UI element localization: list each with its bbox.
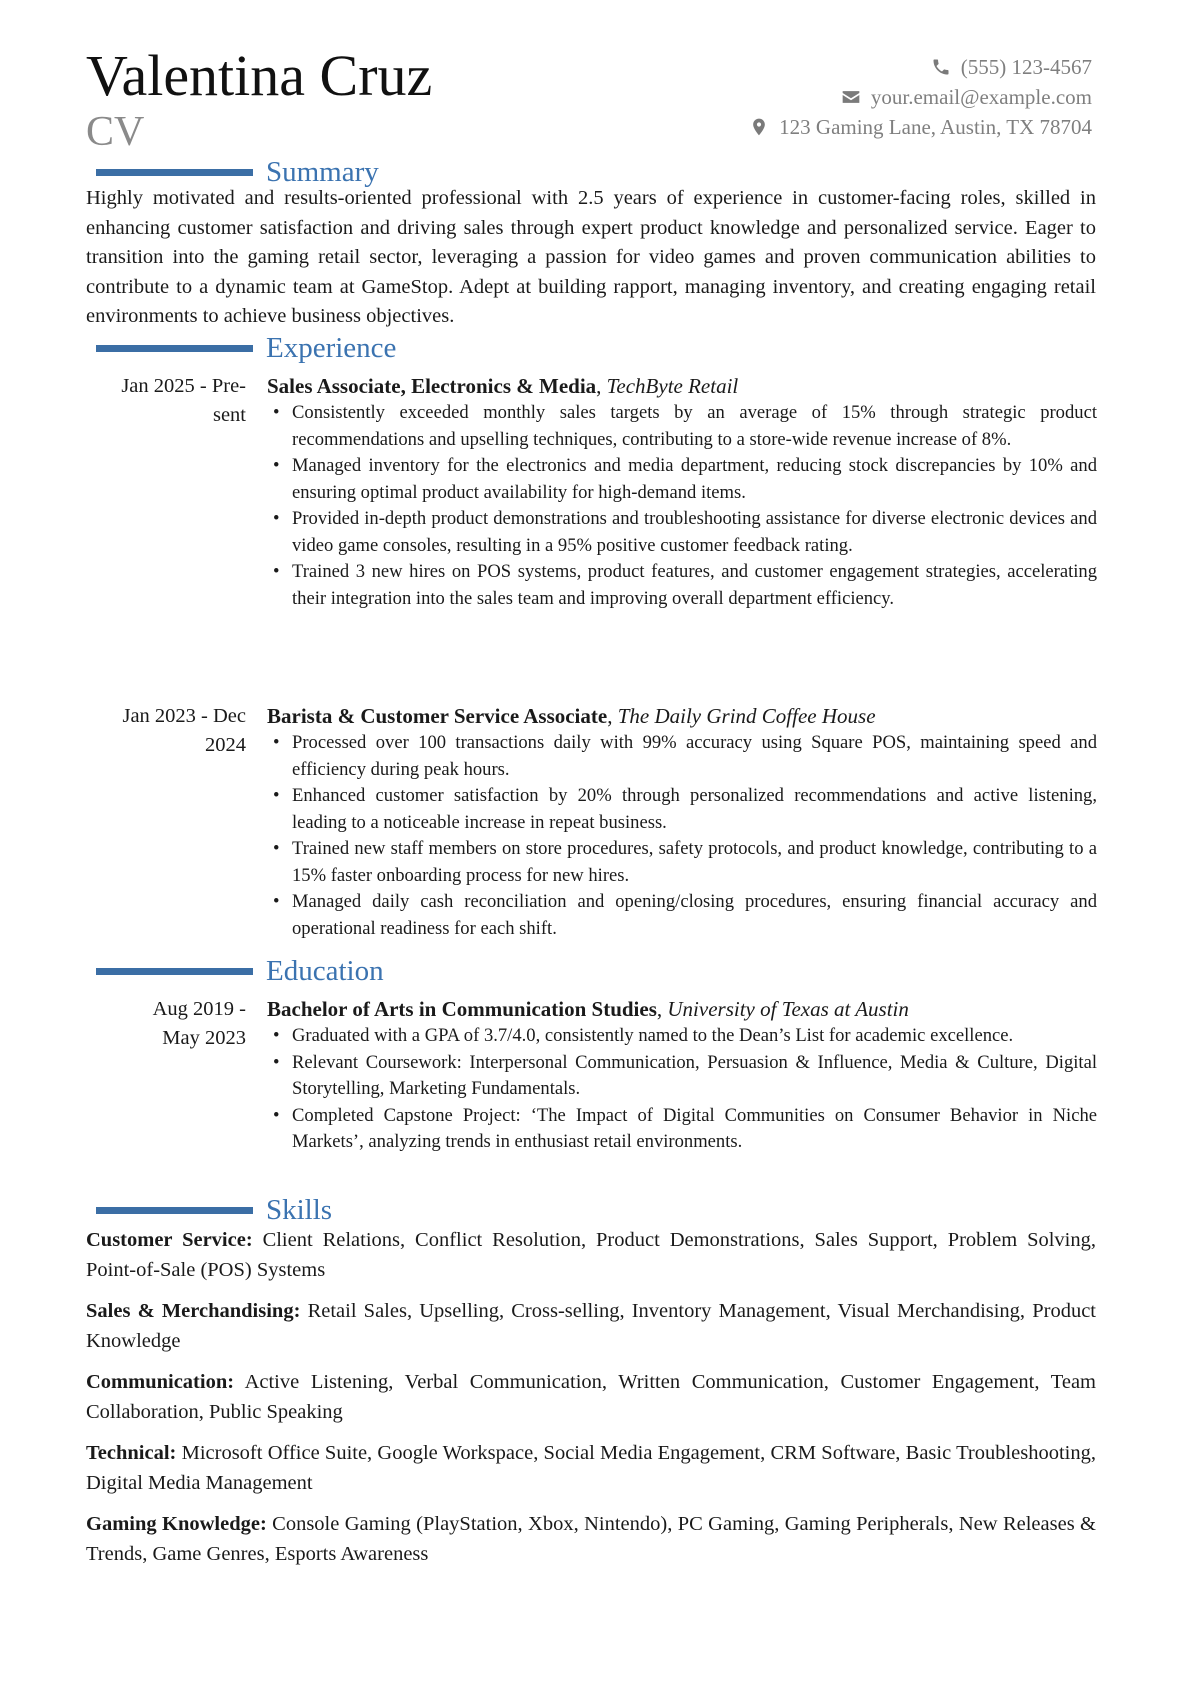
skill-label: Gaming Knowledge:: [86, 1513, 267, 1535]
section-title: Education: [266, 955, 384, 987]
institution: University of Texas at Austin: [667, 997, 909, 1021]
entry-date: [86, 995, 246, 1053]
contact-phone[interactable]: [749, 52, 1092, 82]
date-line: Jan 2023 - Dec: [122, 705, 246, 727]
employer: TechByte Retail: [606, 374, 739, 398]
candidate-name: Valentina Cruz: [86, 43, 433, 108]
list-item: • Provided in-depth product demonstrations and troubleshooting assistance for diverse electronic devices and video game consoles, resulting in a 95% positive customer feedback rating.: [273, 508, 1097, 556]
list-item: • Consistently exceeded monthly sales targets by an average of 15% through strategic product recommendations and upselling techniques, contributing to a store-wide revenue increase of 8%.: [273, 402, 1097, 450]
list-item: • Relevant Coursework: Interpersonal Communication, Persuasion & Influence, Media & Culture, Digital Storytelling, Marketing Fundamentals.: [273, 1051, 1097, 1099]
bullet-list: [267, 400, 1097, 612]
skill-items: Console Gaming (PlayStation, Xbox, Nintendo), PC Gaming, Gaming Peripherals, New Releases & Trends, Game Genres, Esports Awareness: [86, 1513, 1096, 1565]
skill-label: Technical:: [86, 1442, 177, 1464]
date-line: 2024: [205, 734, 246, 756]
entry-date: [86, 372, 246, 430]
list-item: • Completed Capstone Project: ‘The Impact of Digital Communities on Consumer Behavior in Niche Markets’, analyzing trends in enthusiast retail environments.: [273, 1104, 1097, 1152]
section-education-header: [86, 953, 1092, 989]
email-text: your.email@example.com: [870, 85, 1092, 109]
section-title: Skills: [266, 1194, 333, 1226]
envelope-icon: [841, 87, 861, 107]
section-rule: [96, 345, 253, 352]
summary-paragraph: Highly motivated and results-oriented professional with 2.5 years of experience in customer-facing roles, skilled in enhancing customer satisfaction and driving sales through expert product knowledge and personalized service. Eager to transition into the gaming retail sector, leveraging a passion for video games and proven communication abilities to contribute to a dynamic team at GameStop. Adept at building rapport, managing inventory, and creating engaging retail environments to achieve business objectives.: [86, 187, 1096, 327]
employer: The Daily Grind Coffee House: [617, 704, 876, 728]
section-experience-header: [86, 330, 1092, 366]
section-rule: [96, 968, 253, 975]
date-line: Jan 2025 - Pre-: [121, 375, 246, 397]
job-title: Barista & Customer Service Associate: [267, 704, 608, 728]
skill-items: Active Listening, Verbal Communication, Written Communication, Customer Engagement, Team Collaboration, Public Speaking: [86, 1371, 1096, 1423]
date-line: sent: [212, 404, 246, 426]
skill-group: [86, 1226, 1096, 1285]
phone-text: (555) 123-4567: [960, 55, 1092, 79]
list-item: • Trained new staff members on store procedures, safety protocols, and product knowledge, contributing to a 15% faster onboarding process for new hires.: [273, 838, 1097, 886]
skill-items: Microsoft Office Suite, Google Workspace, Social Media Engagement, CRM Software, Basic Troubleshooting, Digital Media Management: [86, 1442, 1096, 1494]
entry-heading: Barista & Customer Service Associate, The Daily Grind Coffee House: [267, 704, 876, 728]
section-title: Experience: [266, 332, 397, 364]
section-title: Summary: [266, 156, 379, 188]
entry-heading: Bachelor of Arts in Communication Studies, University of Texas at Austin: [267, 997, 909, 1021]
contact-email[interactable]: [749, 82, 1092, 112]
list-item: • Trained 3 new hires on POS systems, product features, and customer engagement strategies, accelerating their integration into the sales team and improving overall department efficiency.: [273, 561, 1097, 609]
entry-heading: Sales Associate, Electronics & Media, TechByte Retail: [267, 374, 739, 398]
skill-label: Customer Service:: [86, 1229, 253, 1251]
skill-items: Client Relations, Conflict Resolution, Product Demonstrations, Sales Support, Problem Solving, Point-of-Sale (POS) Systems: [86, 1229, 1096, 1281]
skill-items: Retail Sales, Upselling, Cross-selling, Inventory Management, Visual Merchandising, Product Knowledge: [86, 1300, 1096, 1352]
date-line: May 2023: [162, 1027, 246, 1049]
skill-group: [86, 1510, 1096, 1569]
contact-address: [749, 112, 1092, 142]
section-skills-header: [86, 1192, 1092, 1228]
skill-label: Communication:: [86, 1371, 235, 1393]
section-rule: [96, 169, 253, 176]
list-item: • Enhanced customer satisfaction by 20% through personalized recommendations and active listening, leading to a noticeable increase in repeat business.: [273, 785, 1097, 833]
skill-label: Sales & Merchandising:: [86, 1300, 301, 1322]
list-item: • Processed over 100 transactions daily with 99% accuracy using Square POS, maintaining speed and efficiency during peak hours.: [273, 732, 1097, 780]
entry-date: [86, 702, 246, 760]
bullet-list: [267, 730, 1097, 942]
skill-group: [86, 1297, 1096, 1356]
skills-list: [86, 1226, 1096, 1581]
list-item: • Managed daily cash reconciliation and opening/closing procedures, ensuring financial accuracy and operational readiness for each shift.: [273, 891, 1097, 939]
degree-title: Bachelor of Arts in Communication Studies: [267, 997, 657, 1021]
section-rule: [96, 1207, 253, 1214]
job-title: Sales Associate, Electronics & Media: [267, 374, 597, 398]
skill-group: [86, 1368, 1096, 1427]
phone-icon: [931, 57, 951, 77]
bullet-list: [267, 1023, 1097, 1156]
skill-group: [86, 1439, 1096, 1498]
document-subtitle: CV: [86, 109, 145, 155]
contact-info: [749, 52, 1092, 142]
address-text: 123 Gaming Lane, Austin, TX 78704: [779, 115, 1092, 139]
date-line: Aug 2019 -: [152, 998, 246, 1020]
list-item: • Managed inventory for the electronics and media department, reducing stock discrepancies by 10% and ensuring optimal product availability for high-demand items.: [273, 455, 1097, 503]
list-item: • Graduated with a GPA of 3.7/4.0, consistently named to the Dean’s List for academic excellence.: [273, 1025, 1014, 1046]
map-marker-icon: [749, 117, 769, 137]
